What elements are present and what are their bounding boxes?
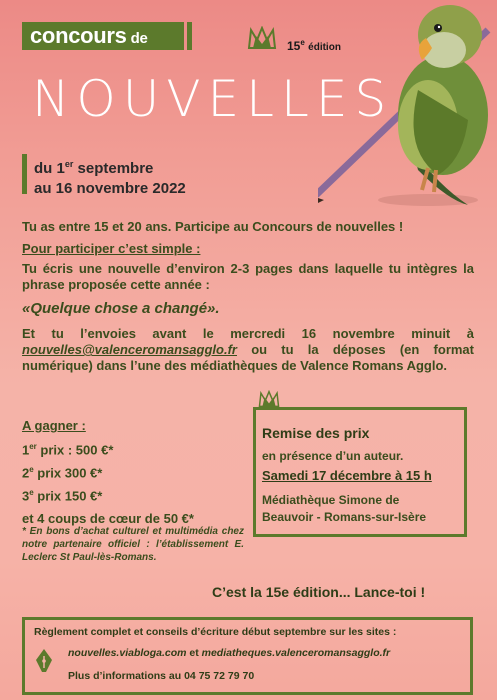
dates-line1-prefix: du 1 <box>34 160 65 177</box>
award-place-line1: Médiathèque Simone de <box>262 493 400 507</box>
dates-line1 <box>34 154 186 179</box>
footer-line1: Règlement complet et conseils d’écriture début septembre sur les sites : <box>34 626 397 638</box>
prize-second-num: 2 <box>22 465 30 481</box>
email-link[interactable]: nouvelles@valenceromansagglo.fr <box>22 342 237 357</box>
award-place-line2: Beauvoir - Romans-sur-Isère <box>262 510 427 524</box>
footer-links <box>68 647 390 659</box>
prize-first-text: prix : 500 €* <box>36 442 114 458</box>
pen-nib-icon <box>34 648 54 674</box>
award-place <box>262 492 426 526</box>
prize-third-num: 3 <box>22 488 30 504</box>
prize-first <box>22 442 113 457</box>
edition-word: édition <box>308 42 341 53</box>
crown-icon <box>247 26 277 50</box>
dates-line1-suffix: septembre <box>73 160 154 177</box>
how-body: Tu écris une nouvelle d’environ 2-3 pages dans laquelle tu intègres la phrase proposée cette année : <box>22 261 474 292</box>
prize-third-text: prix 150 €* <box>33 488 103 504</box>
dates-line2: au 16 novembre 2022 <box>34 180 186 197</box>
footer-link-viabloga[interactable]: nouvelles.viabloga.com <box>68 647 187 659</box>
crown-icon <box>258 390 280 408</box>
edition-number: 15 <box>287 39 301 53</box>
send-after: ou tu la déposes (en format numérique) dans l’une des médiathèques de Valence Romans Agglo. <box>22 342 474 373</box>
prizes-title: A gagner : <box>22 418 86 433</box>
quote-text: «Quelque chose a changé». <box>22 300 220 317</box>
send-instructions <box>22 326 474 374</box>
prize-third <box>22 488 102 503</box>
parrot-illustration <box>318 0 497 210</box>
prize-second <box>22 465 102 480</box>
footer-phone: Plus d’informations au 04 75 72 79 70 <box>68 670 255 682</box>
prize-second-text: prix 300 €* <box>33 465 103 481</box>
main-title: NOUVELLES <box>32 70 394 128</box>
footer-link-mediatheques[interactable]: mediatheques.valenceromansagglo.fr <box>201 647 391 659</box>
footer-and: et <box>186 647 202 659</box>
award-subtitle: en présence d’un auteur. <box>262 449 404 463</box>
send-before: Et tu l’envoies avant le mercredi 16 novembre minuit à <box>22 326 474 341</box>
prize-first-sup: er <box>29 442 37 451</box>
header-concours: concours <box>30 23 127 48</box>
prizes-footnote: * En bons d’achat culturel et multimédia chez notre partenaire officiel : l’établissement E. Leclerc St Paul-lès-Romans. <box>22 526 244 563</box>
prize-favorites: et 4 coups de cœur de 50 €* <box>22 511 194 526</box>
call-to-action: C’est la 15e édition... Lance-toi ! <box>212 584 426 600</box>
dates-accent-bar <box>22 154 27 194</box>
award-date: Samedi 17 décembre à 15 h <box>262 468 432 483</box>
dates-block <box>34 154 186 199</box>
dates-line1-sup: er <box>64 159 74 169</box>
how-title: Pour participer c’est simple : <box>22 241 201 256</box>
header-de: de <box>130 30 148 47</box>
prize-third-sup: e <box>29 488 34 497</box>
edition-sup: e <box>300 38 305 47</box>
header-title <box>30 23 148 52</box>
prize-second-sup: e <box>29 465 34 474</box>
prize-first-num: 1 <box>22 442 30 458</box>
award-title: Remise des prix <box>262 425 370 441</box>
intro-text: Tu as entre 15 et 20 ans. Participe au Concours de nouvelles ! <box>22 219 404 234</box>
header-banner-notch <box>187 22 192 50</box>
